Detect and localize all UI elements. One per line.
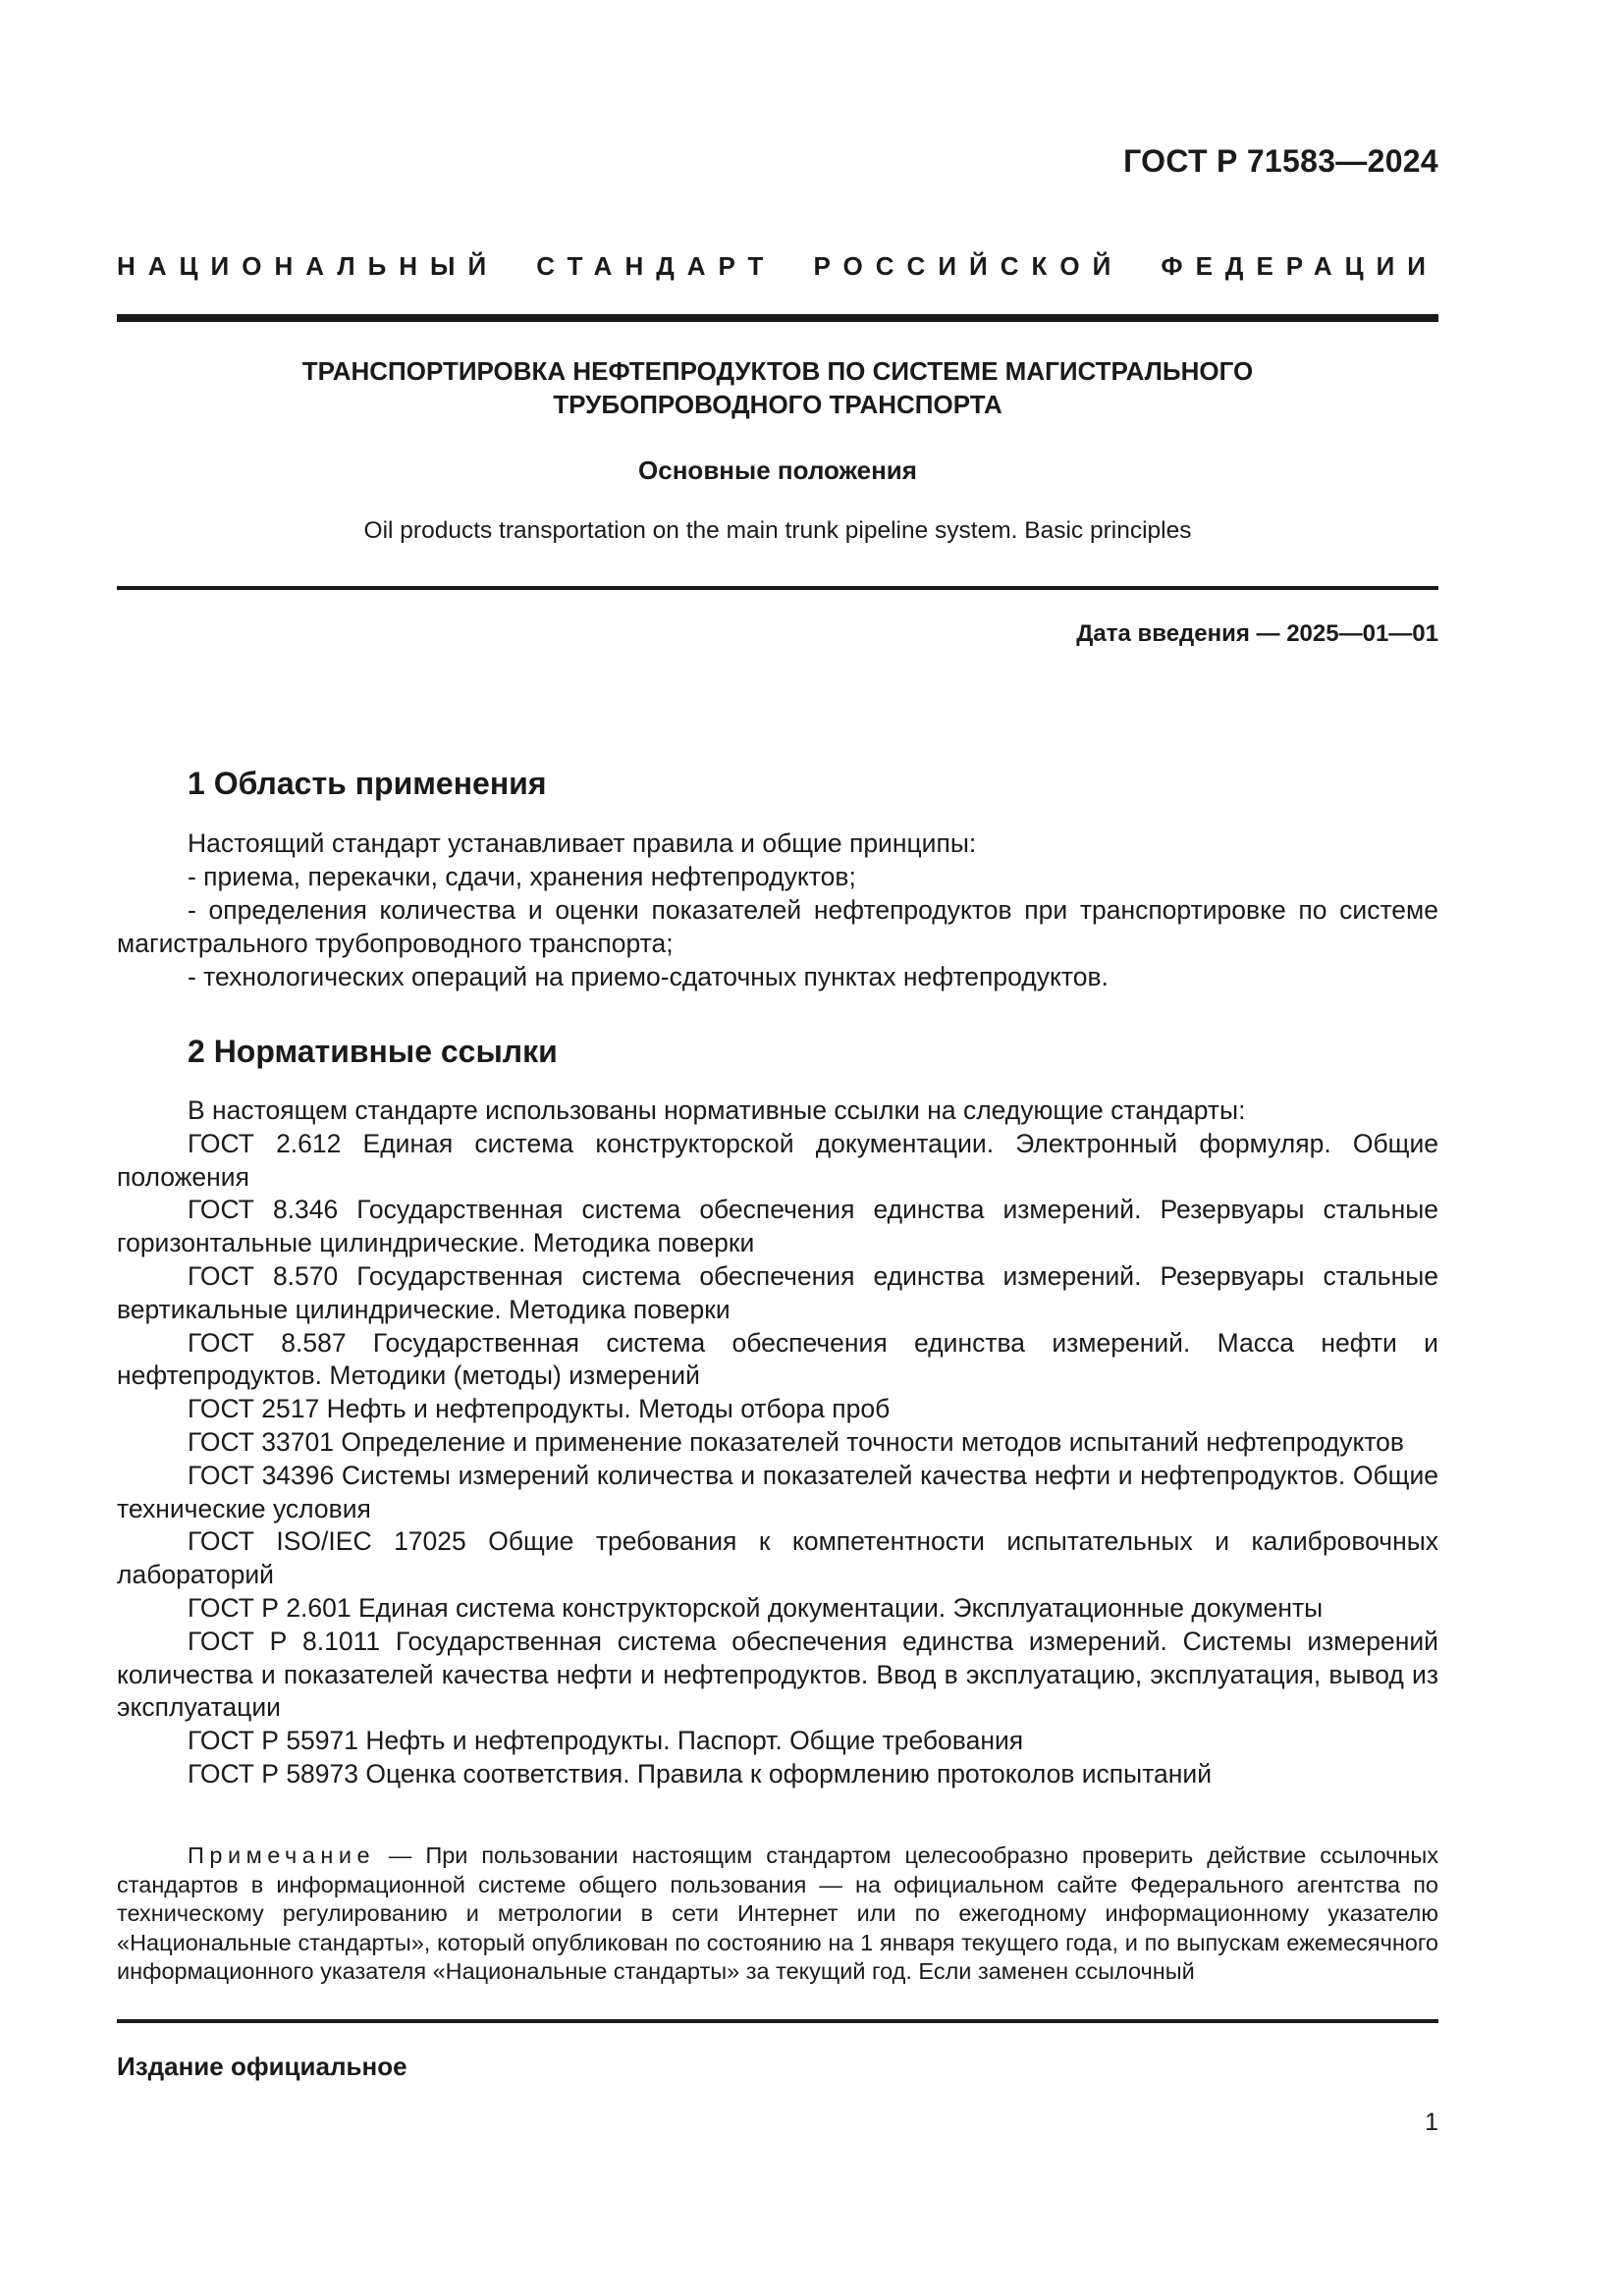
top-rule — [117, 314, 1438, 322]
note-label: Примечание — [188, 1842, 376, 1868]
reference-item: ГОСТ Р 58973 Оценка соответствия. Правила к оформлению протоколов испытаний — [188, 1758, 1213, 1789]
reference-item: ГОСТ 34396 Системы измерений количества и показателей качества нефти и нефтепродуктов. Общие технические условия — [117, 1460, 1438, 1523]
note-text: — При пользовании настоящим стандартом целесообразно проверить действие ссылочных стандартов в информационной системе общего пользования — на официальном сайте Федерального агентства по техническому регулированию и метрологии в сети Интернет или по ежегодному информационному указателю «Национальные стандарты», который опубликован по состоянию на 1 января текущего года, и по выпускам ежемесячного информационного указателя «Национальные стандарты» за текущий год. Если заменен ссылочный — [117, 1842, 1438, 1984]
footer-rule — [117, 2019, 1438, 2023]
page-number: 1 — [1425, 2109, 1438, 2136]
reference-item: ГОСТ 2.612 Единая система конструкторской документации. Электронный формуляр. Общие положения — [117, 1128, 1438, 1192]
introduction-date: Дата введения — 2025—01—01 — [1076, 620, 1438, 647]
reference-item: ГОСТ 2517 Нефть и нефтепродукты. Методы отбора проб — [188, 1394, 891, 1424]
title-rule — [117, 586, 1438, 590]
document-title — [117, 354, 1438, 421]
official-edition-label: Издание официальное — [117, 2052, 407, 2081]
english-title: Oil products transportation on the main trunk pipeline system. Basic principles — [363, 517, 1192, 544]
reference-item: ГОСТ Р 2.601 Единая система конструкторской документации. Эксплуатационные документы — [188, 1592, 1324, 1623]
reference-item: ГОСТ 33701 Определение и применение показателей точности методов испытаний нефтепродуктов — [188, 1426, 1404, 1457]
note-paragraph — [117, 1842, 1438, 1987]
list-item: - технологических операций на приемо-сдаточных пунктах нефтепродуктов. — [188, 962, 1109, 991]
list-item: - определения количества и оценки показателей нефтепродуктов при транспортировке по системе магистрального трубопроводного транспорта; — [117, 895, 1438, 958]
title-line-1: ТРАНСПОРТИРОВКА НЕФТЕПРОДУКТОВ ПО СИСТЕМЕ МАГИСТРАЛЬНОГО — [301, 356, 1254, 386]
section-1-lead: Настоящий стандарт устанавливает правила и общие принципы: — [188, 828, 977, 858]
reference-item: ГОСТ 8.346 Государственная система обеспечения единства измерений. Резервуары стальные горизонтальные цилиндрические. Методика поверки — [117, 1195, 1438, 1258]
references-lead: В настоящем стандарте использованы нормативные ссылки на следующие стандарты: — [188, 1095, 1246, 1125]
section-1-heading: 1 Область применения — [188, 766, 547, 801]
national-standard-banner: НАЦИОНАЛЬНЫЙ СТАНДАРТ РОССИЙСКОЙ ФЕДЕРАЦИИ — [117, 251, 1438, 281]
reference-item: ГОСТ Р 8.1011 Государственная система обеспечения единства измерений. Системы измерений количества и показателей качества нефти и нефтепродуктов. Ввод в эксплуатацию, эксплуатация, вывод из эксплуатации — [117, 1626, 1438, 1723]
reference-item: ГОСТ 8.587 Государственная система обеспечения единства измерений. Масса нефти и нефтепродуктов. Методики (методы) измерений — [117, 1327, 1438, 1391]
title-line-2: ТРУБОПРОВОДНОГО ТРАНСПОРТА — [553, 390, 1002, 419]
document-code: ГОСТ Р 71583—2024 — [1123, 143, 1438, 179]
document-subtitle: Основные положения — [638, 455, 917, 485]
section-1-body — [117, 827, 1438, 993]
reference-item: ГОСТ 8.570 Государственная система обеспечения единства измерений. Резервуары стальные вертикальные цилиндрические. Методика поверки — [117, 1260, 1438, 1324]
reference-item: ГОСТ ISO/IEC 17025 Общие требования к компетентности испытательных и калибровочных лабораторий — [117, 1526, 1438, 1590]
section-2-heading: 2 Нормативные ссылки — [188, 1034, 558, 1069]
list-item: - приема, перекачки, сдачи, хранения нефтепродуктов; — [188, 862, 856, 891]
note-block — [117, 1842, 1438, 1987]
references-list — [117, 1095, 1438, 1791]
reference-item: ГОСТ Р 55971 Нефть и нефтепродукты. Паспорт. Общие требования — [188, 1726, 1024, 1756]
